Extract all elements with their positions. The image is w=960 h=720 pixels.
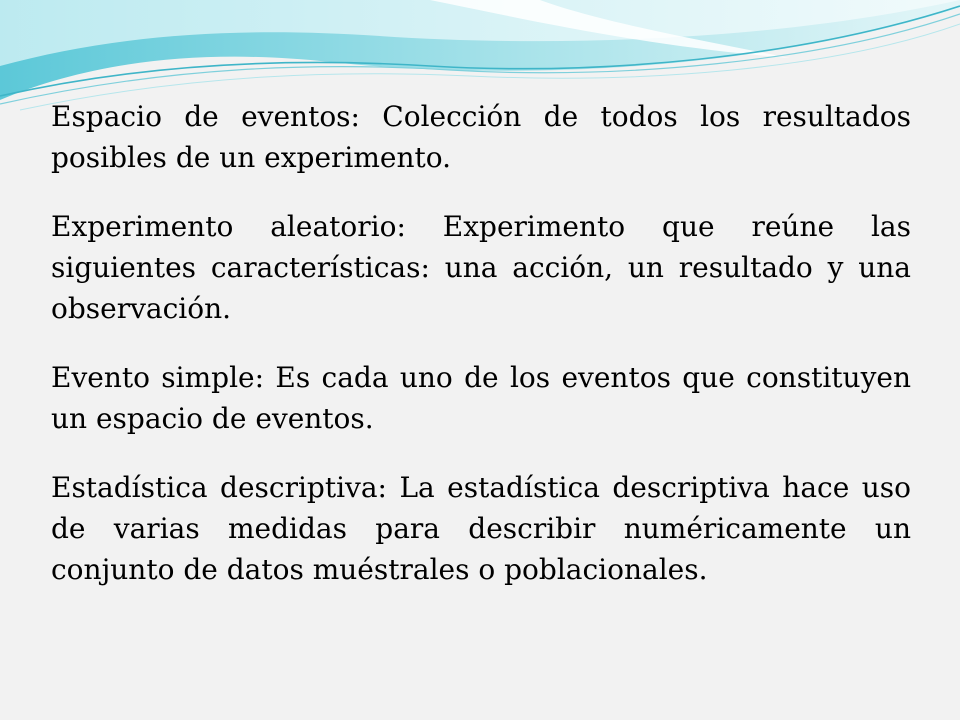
definition-espacio-de-eventos: Espacio de eventos: Colección de todos los resultados posibles de un experimento. (51, 100, 911, 174)
text-body (51, 96, 911, 590)
definition-evento-simple: Evento simple: Es cada uno de los eventos que constituyen un espacio de eventos. (51, 361, 911, 435)
definition-estadistica-descriptiva: Estadística descriptiva: La estadística descriptiva hace uso de varias medidas para describir numéricamente un conjunto de datos muéstrales o poblacionales. (51, 471, 911, 586)
definition-experimento-aleatorio: Experimento aleatorio: Experimento que reúne las siguientes características: una acción, un resultado y una observación. (51, 210, 911, 325)
